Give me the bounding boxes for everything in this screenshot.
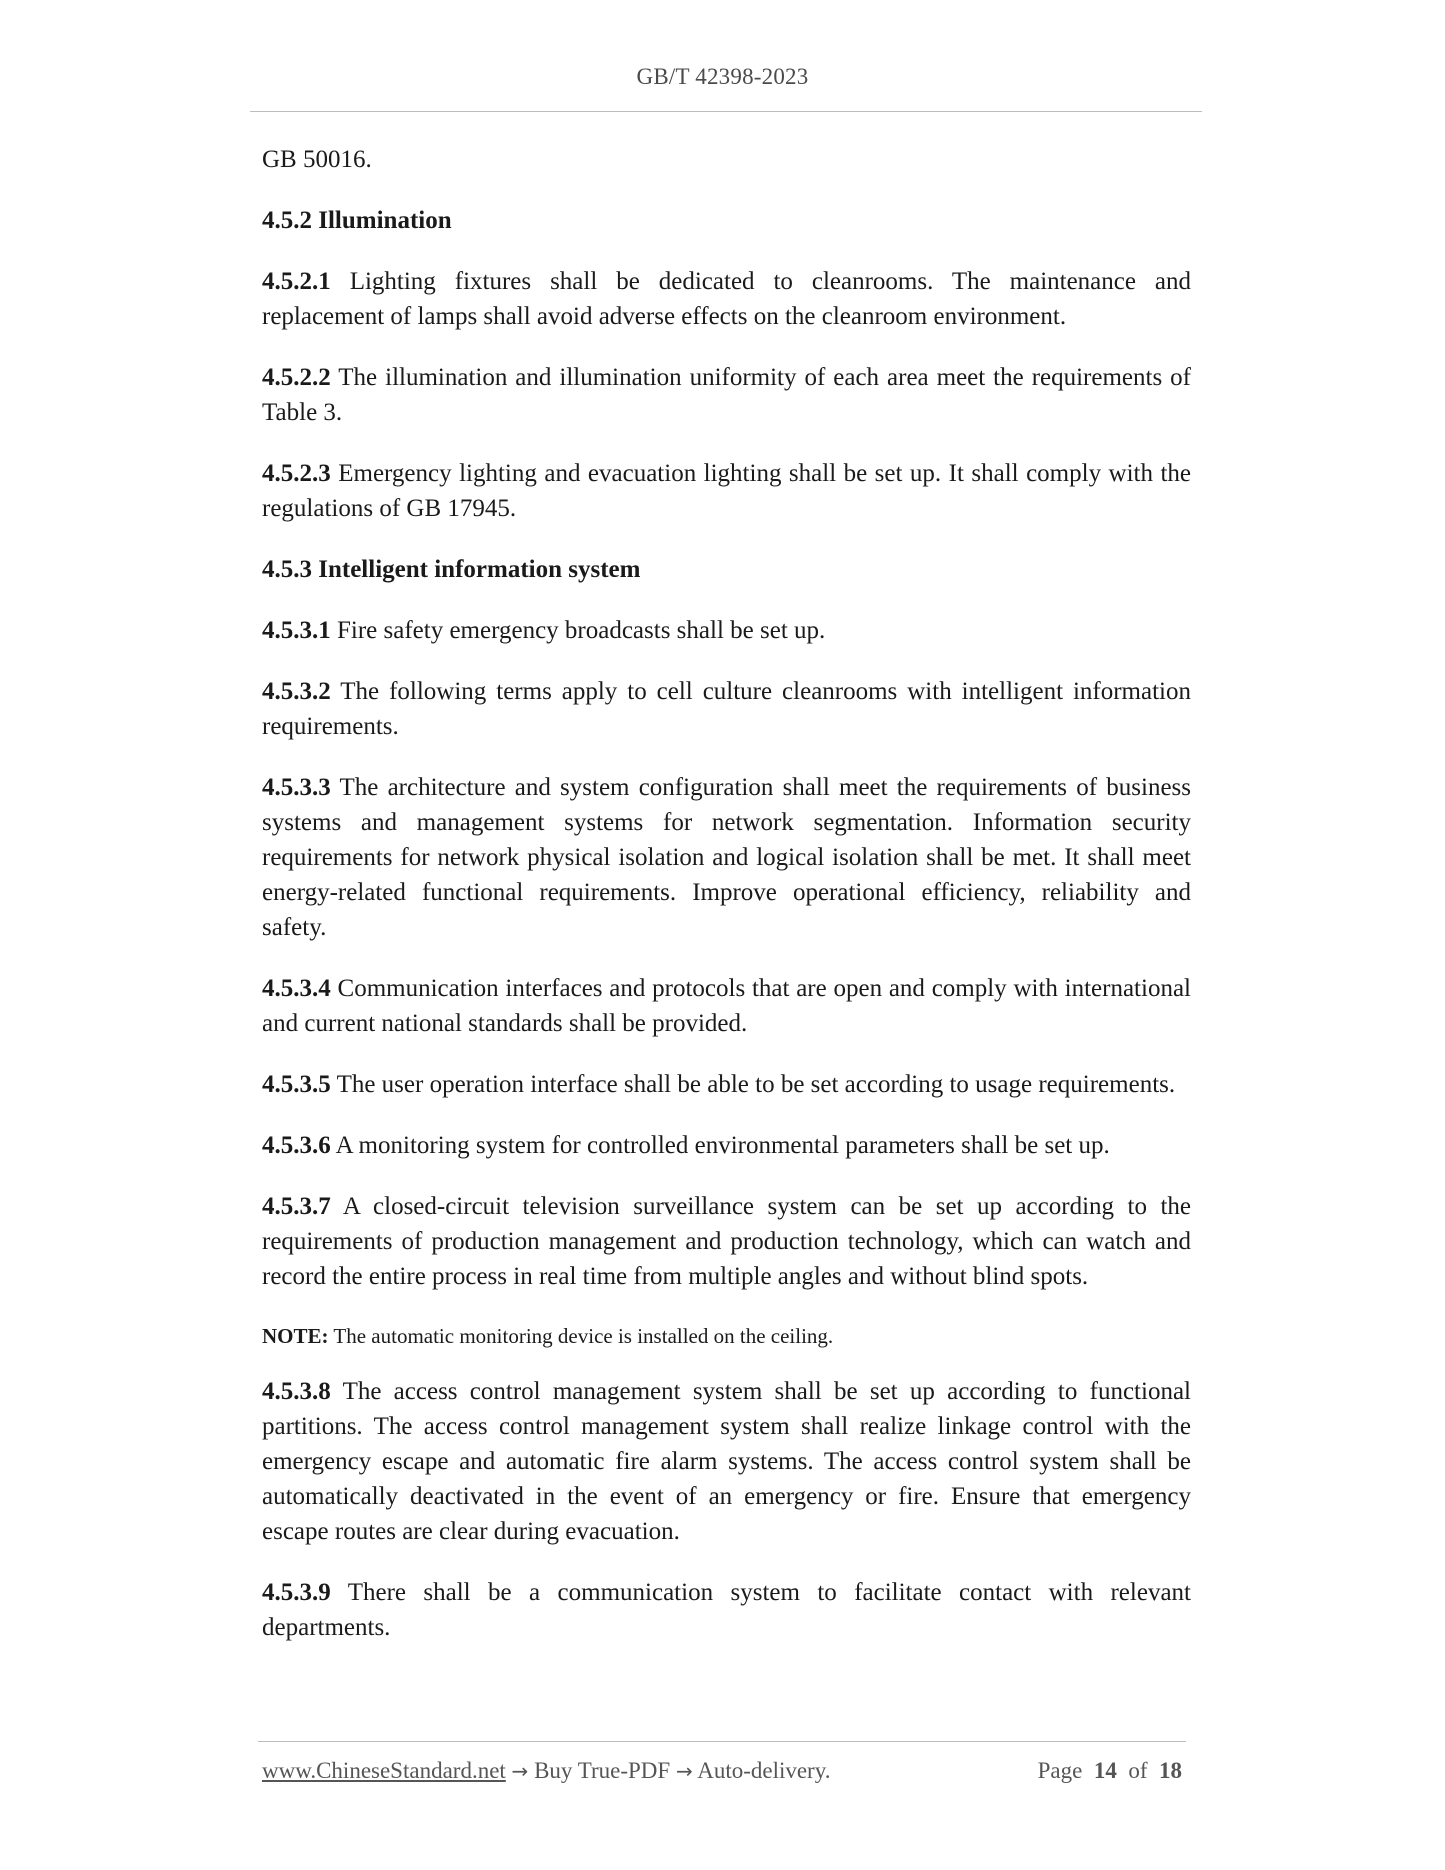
clause-text: There shall be a communication system to facilitate contact with relevant departments.: [262, 1579, 1191, 1641]
auto-delivery-text: Auto-delivery.: [697, 1758, 831, 1783]
note-text: The automatic monitoring device is installed on the ceiling.: [333, 1324, 834, 1348]
clause-number: 4.5.3.1: [262, 617, 331, 644]
clause-4-5-3-9: [262, 1575, 1191, 1645]
clause-4-5-3-7: [262, 1189, 1191, 1294]
clause-4-5-3-2: [262, 674, 1191, 744]
clause-number: 4.5.3.2: [262, 678, 331, 705]
of-label: of: [1128, 1758, 1148, 1783]
arrow-right-icon: →: [511, 1759, 529, 1783]
document-code-header: GB/T 42398-2023: [636, 64, 809, 89]
clause-4-5-3-6: [262, 1128, 1191, 1163]
paragraph-continuation: GB 50016.: [262, 146, 372, 173]
footer-promo: [262, 1758, 830, 1784]
arrow-right-icon: →: [675, 1759, 693, 1783]
clause-number: 4.5.3.3: [262, 774, 331, 801]
clause-text: Communication interfaces and protocols that are open and comply with international and current national standards shall be provided.: [262, 975, 1191, 1037]
clause-text: The illumination and illumination uniformity of each area meet the requirements of Table 3.: [262, 364, 1191, 426]
clause-text: Fire safety emergency broadcasts shall be set up.: [337, 617, 826, 644]
clause-text: The following terms apply to cell culture cleanrooms with intelligent information requirements.: [262, 678, 1191, 740]
clause-number: 4.5.3.8: [262, 1378, 331, 1405]
clause-number: 4.5.2.3: [262, 460, 331, 487]
clause-4-5-3-5: [262, 1067, 1191, 1102]
note: [262, 1320, 1191, 1352]
header-divider: [250, 111, 1202, 112]
page-current: 14: [1093, 1758, 1117, 1783]
clause-text: Lighting fixtures shall be dedicated to cleanrooms. The maintenance and replacement of lamps shall avoid adverse effects on the cleanroom environment.: [262, 268, 1192, 330]
clause-4-5-3-4: [262, 971, 1191, 1041]
clause-4-5-2-2: [262, 360, 1191, 430]
clause-number: 4.5.3.4: [262, 975, 331, 1002]
clause-text: The architecture and system configuration shall meet the requirements of business systems and management systems for network segmentation. Information security requirements for network physical isolation and logical isolation shall be met. It shall meet energy-related functional requirements. Improve operational efficiency, reliability and safety.: [262, 774, 1191, 941]
note-label: NOTE:: [262, 1324, 329, 1348]
page-label: Page: [1037, 1758, 1083, 1783]
clause-number: 4.5.3.5: [262, 1071, 331, 1098]
section-heading-intelligent-information-system: 4.5.3 Intelligent information system: [262, 556, 641, 583]
page-number: [1038, 1758, 1182, 1784]
page-body: [262, 142, 1191, 1671]
clause-text: The access control management system shall be set up according to functional partitions. The access control management system shall realize linkage control with the emergency escape and automatic fire alarm systems. The access control system shall be automatically deactivated in the event of an emergency or fire. Ensure that emergency escape routes are clear during evacuation.: [262, 1378, 1191, 1545]
clause-number: 4.5.3.9: [262, 1579, 331, 1606]
clause-4-5-2-1: [262, 264, 1191, 334]
clause-4-5-3-1: [262, 613, 1191, 648]
clause-text: Emergency lighting and evacuation lighting shall be set up. It shall comply with the regulations of GB 17945.: [262, 460, 1192, 522]
section-heading-illumination: 4.5.2 Illumination: [262, 207, 452, 234]
clause-text: A closed-circuit television surveillance system can be set up according to the requirements of production management and production technology, which can watch and record the entire process in real time from multiple angles and without blind spots.: [262, 1193, 1191, 1290]
buy-true-pdf-text: Buy True-PDF: [534, 1758, 671, 1783]
clause-4-5-3-3: [262, 770, 1191, 945]
clause-4-5-2-3: [262, 456, 1191, 526]
clause-text: The user operation interface shall be able to be set according to usage requirements.: [336, 1071, 1176, 1098]
website-link[interactable]: www.ChineseStandard.net: [262, 1758, 506, 1783]
clause-number: 4.5.2.1: [262, 268, 331, 295]
footer-divider: [258, 1741, 1186, 1742]
clause-number: 4.5.2.2: [262, 364, 331, 391]
clause-text: A monitoring system for controlled environmental parameters shall be set up.: [335, 1132, 1110, 1159]
clause-number: 4.5.3.6: [262, 1132, 331, 1159]
clause-number: 4.5.3.7: [262, 1193, 331, 1220]
page-total: 18: [1159, 1758, 1182, 1783]
clause-4-5-3-8: [262, 1374, 1191, 1549]
